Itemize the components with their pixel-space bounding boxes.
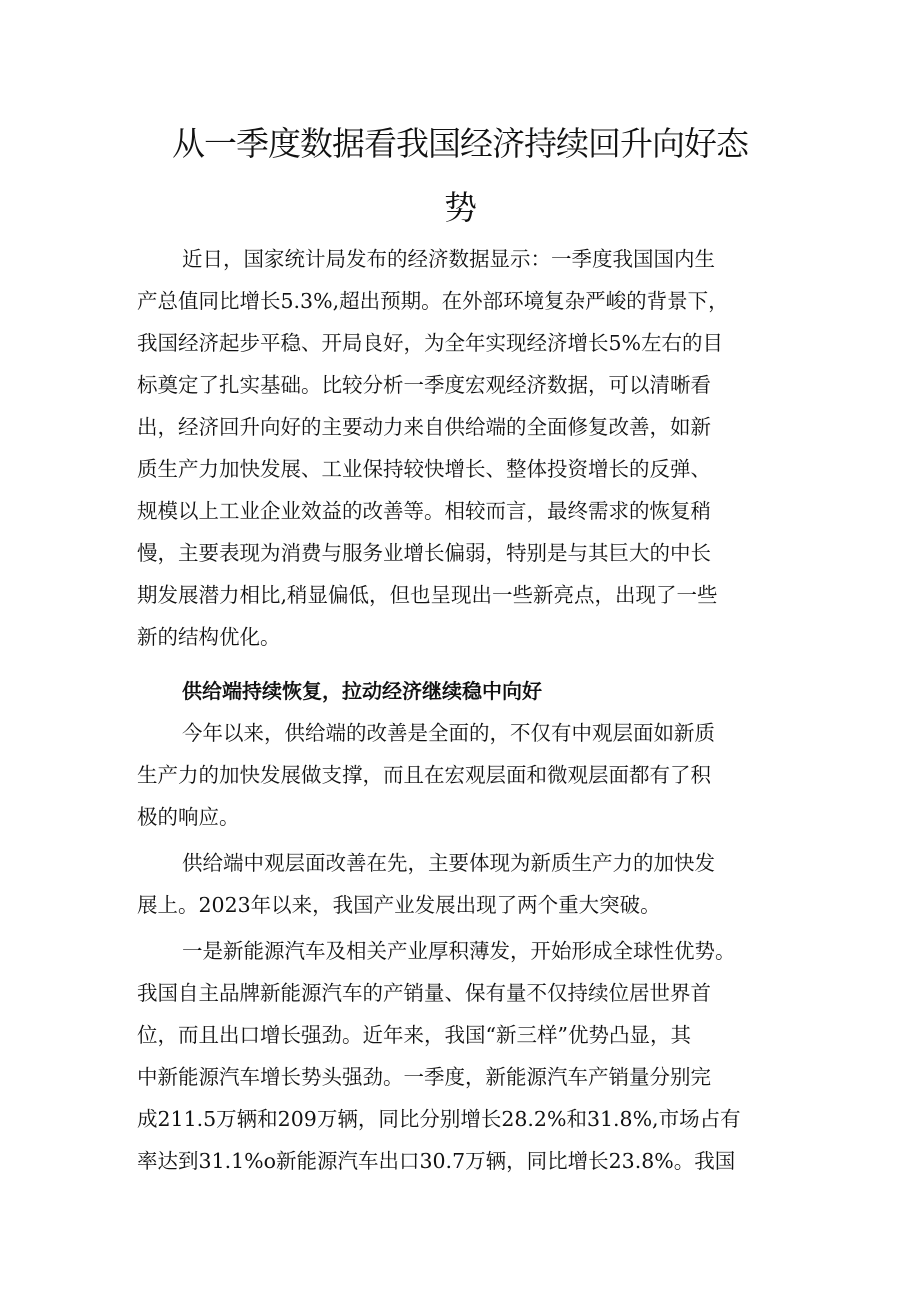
paragraph-1-line: 产总值同比增长5.3%,超出预期。在外部环境复杂严峻的背景下， [137,289,729,313]
paragraph-1-line: 出，经济回升向好的主要动力来自供给端的全面修复改善，如新 [137,415,711,439]
paragraph-4-line: 率达到31.1%o新能源汽车出口30.7万辆，同比增长23.8%。我国 [137,1149,736,1173]
paragraph-2-line: 极的响应。 [137,805,240,829]
paragraph-3-line: 展上。2023年以来，我国产业发展出现了两个重大突破。 [137,893,661,917]
document-title-line-1: 从一季度数据看我国经济持续回升向好态 [172,124,748,163]
paragraph-2-line: 生产力的加快发展做支撑，而且在宏观层面和微观层面都有了积 [137,763,711,787]
paragraph-3-line: 供给端中观层面改善在先，主要体现为新质生产力的加快发 [182,851,715,875]
paragraph-1-line: 慢，主要表现为消费与服务业增长偏弱，特别是与其巨大的中长 [137,541,711,565]
paragraph-1-line: 近日，国家统计局发布的经济数据显示：一季度我国国内生 [182,247,715,271]
paragraph-1-line: 规模以上工业企业效益的改善等。相较而言，最终需求的恢复稍 [137,499,711,523]
paragraph-4-line: 成211.5万辆和209万辆，同比分别增长28.2%和31.8%,市场占有 [137,1107,741,1131]
paragraph-1-line: 标奠定了扎实基础。比较分析一季度宏观经济数据，可以清晰看 [137,373,711,397]
document-title-line-2: 势 [444,188,476,227]
paragraph-1-line: 质生产力加快发展、工业保持较快增长、整体投资增长的反弹、 [137,457,711,481]
paragraph-2-line: 今年以来，供给端的改善是全面的，不仅有中观层面如新质 [182,721,715,745]
paragraph-4-line: 一是新能源汽车及相关产业厚积薄发，开始形成全球性优势。 [182,939,736,963]
section-heading: 供给端持续恢复，拉动经济继续稳中向好 [182,679,542,703]
paragraph-1-line: 新的结构优化。 [137,625,281,649]
paragraph-1-line: 期发展潜力相比,稍显偏低，但也呈现出一些新亮点，出现了一些 [137,583,718,607]
paragraph-4-line: 位，而且出口增长强劲。近年来，我国“新三样”优势凸显，其 [137,1023,691,1047]
paragraph-4-line: 我国自主品牌新能源汽车的产销量、保有量不仅持续位居世界首 [137,981,711,1005]
paragraph-1-line: 我国经济起步平稳、开局良好，为全年实现经济增长5%左右的目 [137,331,724,355]
paragraph-4-line: 中新能源汽车增长势头强劲。一季度，新能源汽车产销量分别完 [137,1065,711,1089]
